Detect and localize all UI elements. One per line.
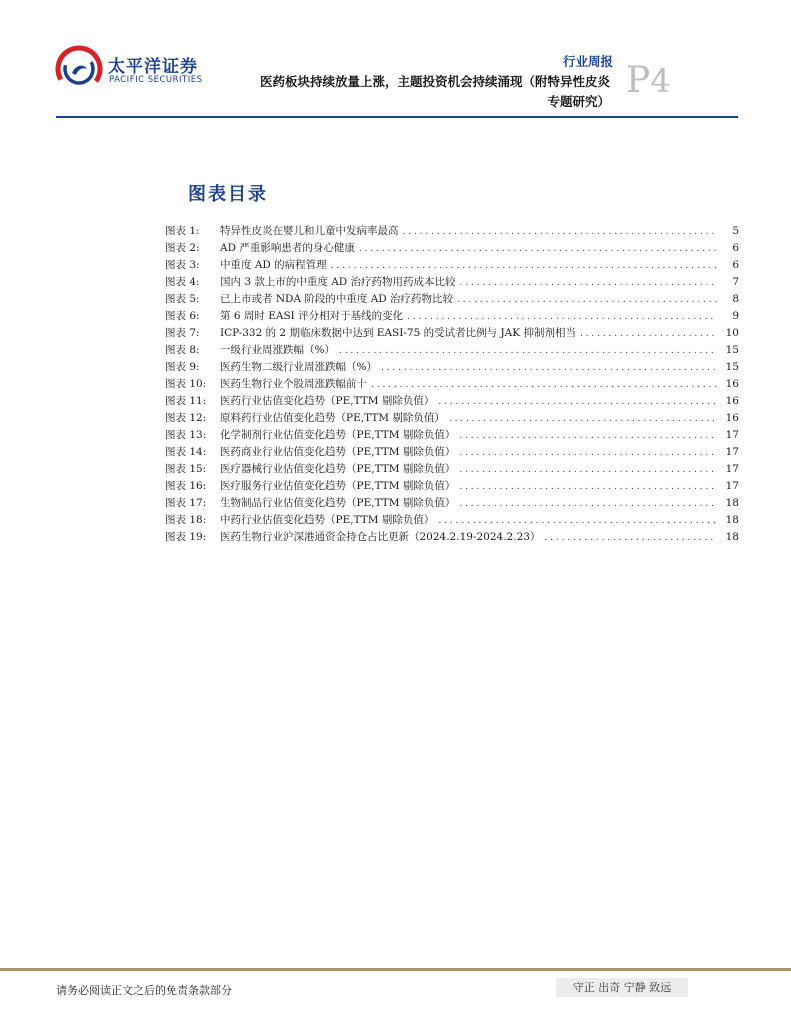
toc-item-page: 10: [725, 327, 739, 339]
page-number-value: 4: [650, 62, 671, 100]
toc-list: [165, 223, 739, 546]
toc-item-page: 5: [732, 225, 739, 237]
toc-item-label: 图表 1:: [165, 225, 200, 237]
toc-row[interactable]: [165, 410, 739, 427]
toc-row[interactable]: [165, 291, 739, 308]
toc-item-title: 一级行业周涨跌幅（%）: [220, 344, 335, 356]
toc-item-label: 图表 3:: [165, 259, 200, 271]
page-header: [0, 0, 791, 125]
toc-row[interactable]: [165, 223, 739, 240]
toc-item-title: 已上市或者 NDA 阶段的中重度 AD 治疗药物比较: [220, 293, 454, 305]
toc-item-label: 图表 19:: [165, 531, 207, 543]
toc-leader-dots: [459, 445, 717, 462]
toc-item-title: 医疗服务行业估值变化趋势（PE,TTM 剔除负值）: [220, 480, 456, 492]
toc-row[interactable]: [165, 240, 739, 257]
report-type: 行业周报: [562, 54, 613, 69]
toc-item-page: 16: [725, 412, 739, 424]
toc-item-label: 图表 17:: [165, 497, 207, 509]
page-number: [626, 60, 671, 101]
toc-row[interactable]: [165, 512, 739, 529]
header-divider: [56, 116, 738, 118]
toc-item-title: 医药生物行业沪深港通资金持仓占比更新（2024.2.19-2024.2.23）: [220, 531, 541, 543]
toc-item-page: 15: [725, 361, 739, 373]
toc-item-page: 17: [725, 429, 739, 441]
toc-item-label: 图表 6:: [165, 310, 200, 322]
toc-leader-dots: [381, 360, 717, 377]
toc-item-label: 图表 14:: [165, 446, 207, 458]
toc-item-title: 第 6 周时 EASI 评分相对于基线的变化: [220, 310, 404, 322]
toc-leader-dots: [371, 377, 717, 394]
toc-item-title: 医疗器械行业估值变化趋势（PE,TTM 剔除负值）: [220, 463, 456, 475]
report-title: [225, 72, 610, 112]
company-logo: [54, 44, 214, 94]
toc-item-label: 图表 16:: [165, 480, 207, 492]
toc-item-label: 图表 10:: [165, 378, 207, 390]
toc-leader-dots: [460, 275, 717, 292]
toc-item-label: 图表 15:: [165, 463, 207, 475]
toc-item-page: 18: [725, 514, 739, 526]
toc-row[interactable]: [165, 495, 739, 512]
toc-item-title: 原料药行业估值变化趋势（PE,TTM 剔除负值）: [220, 412, 445, 424]
toc-row[interactable]: [165, 325, 739, 342]
toc-item-page: 6: [732, 259, 739, 271]
logo-english-name: PACIFIC SECURITIES: [109, 75, 203, 85]
toc-row[interactable]: [165, 393, 739, 410]
toc-row[interactable]: [165, 444, 739, 461]
toc-row[interactable]: [165, 461, 739, 478]
toc-item-label: 图表 12:: [165, 412, 207, 424]
page-number-letter: P: [626, 60, 651, 101]
toc-leader-dots: [331, 258, 717, 275]
toc-item-page: 6: [732, 242, 739, 254]
toc-item-label: 图表 13:: [165, 429, 207, 441]
toc-item-label: 图表 9:: [165, 361, 200, 373]
toc-row[interactable]: [165, 478, 739, 495]
toc-leader-dots: [459, 496, 717, 513]
toc-leader-dots: [438, 513, 717, 530]
disclaimer-note: 请务必阅读正文之后的免责条款部分: [56, 984, 232, 997]
toc-leader-dots: [544, 530, 717, 547]
report-title-line-2: 专题研究）: [547, 94, 610, 109]
toc-item-title: 中药行业估值变化趋势（PE,TTM 剔除负值）: [220, 514, 435, 526]
toc-item-title: 医药生物行业个股周涨跌幅前十: [220, 378, 367, 390]
toc-item-title: AD 严重影响患者的身心健康: [220, 242, 355, 254]
toc-leader-dots: [449, 411, 717, 428]
toc-row[interactable]: [165, 376, 739, 393]
toc-leader-dots: [438, 394, 717, 411]
toc-leader-dots: [359, 241, 717, 258]
report-title-line-1: 医药板块持续放量上涨，主题投资机会持续涌现（附特异性皮炎: [259, 74, 610, 89]
toc-item-label: 图表 8:: [165, 344, 200, 356]
footer-divider: [0, 968, 791, 971]
toc-item-label: 图表 4:: [165, 276, 200, 288]
toc-item-page: 17: [725, 480, 739, 492]
toc-leader-dots: [403, 224, 718, 241]
toc-leader-dots: [459, 479, 717, 496]
toc-leader-dots: [407, 309, 717, 326]
toc-item-page: 15: [725, 344, 739, 356]
toc-item-title: 中重度 AD 的病程管理: [220, 259, 327, 271]
toc-row[interactable]: [165, 257, 739, 274]
toc-item-page: 18: [725, 531, 739, 543]
toc-item-page: 16: [725, 378, 739, 390]
logo-chinese-name: 太平洋证券: [108, 57, 198, 77]
company-motto: 守正 出奇 宁静 致远: [556, 978, 688, 997]
toc-item-label: 图表 5:: [165, 293, 200, 305]
toc-item-title: 生物制品行业估值变化趋势（PE,TTM 剔除负值）: [220, 497, 456, 509]
toc-item-label: 图表 2:: [165, 242, 200, 254]
toc-row[interactable]: [165, 342, 739, 359]
toc-item-title: ICP-332 的 2 期临床数据中达到 EASI-75 的受试者比例与 JAK 抑制剂相当: [220, 327, 576, 339]
toc-heading: 图表目录: [188, 184, 268, 205]
toc-leader-dots: [339, 343, 717, 360]
toc-item-page: 16: [725, 395, 739, 407]
toc-row[interactable]: [165, 529, 739, 546]
toc-item-label: 图表 7:: [165, 327, 200, 339]
toc-item-page: 7: [732, 276, 739, 288]
toc-item-page: 18: [725, 497, 739, 509]
toc-item-title: 医药行业估值变化趋势（PE,TTM 剔除负值）: [220, 395, 435, 407]
toc-item-title: 国内 3 款上市的中重度 AD 治疗药物用药成本比较: [220, 276, 456, 288]
toc-leader-dots: [459, 428, 717, 445]
toc-row[interactable]: [165, 427, 739, 444]
toc-item-title: 特异性皮炎在婴儿和儿童中发病率最高: [220, 225, 399, 237]
toc-row[interactable]: [165, 274, 739, 291]
toc-item-label: 图表 11:: [165, 395, 207, 407]
toc-item-page: 17: [725, 463, 739, 475]
toc-item-page: 17: [725, 446, 739, 458]
toc-leader-dots: [459, 462, 717, 479]
toc-item-title: 医药生物二级行业周涨跌幅（%）: [220, 361, 377, 373]
pacific-securities-logo-icon: [54, 44, 104, 94]
toc-item-page: 8: [732, 293, 739, 305]
toc-row[interactable]: [165, 359, 739, 376]
toc-leader-dots: [580, 326, 717, 343]
toc-row[interactable]: [165, 308, 739, 325]
toc-item-title: 化学制剂行业估值变化趋势（PE,TTM 剔除负值）: [220, 429, 456, 441]
toc-item-title: 医药商业行业估值变化趋势（PE,TTM 剔除负值）: [220, 446, 456, 458]
toc-leader-dots: [457, 292, 717, 309]
toc-item-page: 9: [732, 310, 739, 322]
toc-item-label: 图表 18:: [165, 514, 207, 526]
